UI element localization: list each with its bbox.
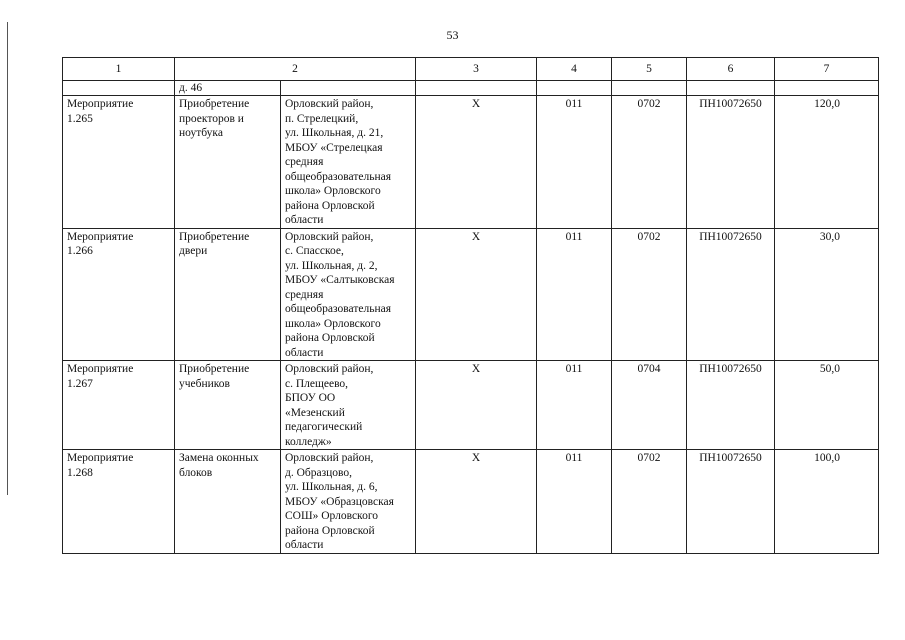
measure-cell	[63, 228, 175, 361]
address-cell-line: МБОУ «Салтыковская	[285, 274, 395, 286]
amount-cell: 50,0	[775, 361, 879, 450]
address-cell-line: школа» Орловского	[285, 317, 381, 330]
col5-cell: 0704	[612, 361, 687, 450]
address-cell-line: средняя	[285, 288, 324, 301]
address-cell-line: района Орловской	[285, 524, 375, 537]
code-cell: ПН10072650	[687, 361, 775, 450]
address-cell-line: общеобразовательная	[285, 170, 391, 183]
measure-cell-line: 1.268	[67, 466, 93, 479]
col4-cell: 011	[537, 450, 612, 554]
measure-cell-line: Мероприятие	[67, 230, 134, 243]
address-cell-line: ул. Школьная, д. 2,	[285, 259, 378, 272]
address-cell-line: Орловский район,	[285, 452, 374, 464]
address-cell-line: «Мезенский	[285, 406, 345, 419]
col3-cell: Х	[416, 228, 537, 361]
name-cell-line: блоков	[179, 466, 213, 479]
address-cell-line: области	[285, 214, 324, 226]
col3-cell: Х	[416, 450, 537, 554]
address-cell-line: с. Плещеево,	[285, 377, 349, 390]
address-cell-line: ул. Школьная, д. 21,	[285, 127, 384, 139]
table-row	[63, 96, 879, 229]
col3-cell: Х	[416, 96, 537, 229]
page-number: 53	[446, 28, 459, 42]
col5-cell: 0702	[612, 96, 687, 229]
continuation-address: д. 46	[175, 81, 281, 96]
address-cell-line: МБОУ «Стрелецкая	[285, 141, 383, 154]
address-cell-line: СОШ» Орловского	[285, 510, 378, 522]
table-header-row	[63, 58, 879, 81]
measure-cell	[63, 361, 175, 450]
address-cell-line: колледж»	[285, 435, 332, 448]
measure-cell-line: 1.267	[67, 377, 93, 390]
table-row	[63, 361, 879, 450]
address-cell	[281, 96, 416, 229]
name-cell-line: Приобретение	[179, 98, 250, 110]
header-col-6: 6	[687, 58, 775, 81]
name-cell	[175, 96, 281, 229]
address-cell-line: Орловский район,	[285, 363, 374, 375]
header-col-3: 3	[416, 58, 537, 81]
table-row	[63, 228, 879, 361]
name-cell-line: ноутбука	[179, 127, 223, 139]
name-cell	[175, 361, 281, 450]
table-row	[63, 450, 879, 554]
header-col-1: 1	[63, 58, 175, 81]
name-cell-line: Приобретение	[179, 363, 250, 375]
col5-cell: 0702	[612, 450, 687, 554]
header-col-5: 5	[612, 58, 687, 81]
address-cell-line: п. Стрелецкий,	[285, 112, 359, 125]
address-cell	[281, 361, 416, 450]
budget-table	[62, 57, 879, 554]
name-cell-line: Приобретение	[179, 230, 250, 243]
amount-cell: 120,0	[775, 96, 879, 229]
address-cell	[281, 450, 416, 554]
header-col-4: 4	[537, 58, 612, 81]
name-cell-line: учебников	[179, 377, 230, 390]
address-cell-line: области	[285, 346, 324, 359]
address-cell-line: ул. Школьная, д. 6,	[285, 481, 378, 493]
measure-cell-line: 1.265	[67, 112, 93, 125]
col3-cell: Х	[416, 361, 537, 450]
measure-cell-line: Мероприятие	[67, 98, 134, 110]
address-cell-line: района Орловской	[285, 332, 375, 344]
col5-cell: 0702	[612, 228, 687, 361]
name-cell-line: Замена оконных	[179, 452, 259, 464]
header-col-2: 2	[175, 58, 416, 81]
measure-cell-line: Мероприятие	[67, 363, 134, 375]
name-cell-line: проекторов и	[179, 112, 244, 125]
measure-cell	[63, 96, 175, 229]
name-cell-line: двери	[179, 245, 208, 257]
address-cell-line: школа» Орловского	[285, 185, 381, 197]
address-cell-line: средняя	[285, 156, 324, 168]
code-cell: ПН10072650	[687, 228, 775, 361]
col4-cell: 011	[537, 228, 612, 361]
name-cell	[175, 450, 281, 554]
address-cell-line: д. Образцово,	[285, 466, 353, 479]
measure-cell	[63, 450, 175, 554]
address-cell-line: района Орловской	[285, 199, 375, 212]
address-cell-line: педагогический	[285, 421, 363, 433]
col4-cell: 011	[537, 361, 612, 450]
address-cell	[281, 228, 416, 361]
code-cell: ПН10072650	[687, 96, 775, 229]
measure-cell-line: 1.266	[67, 245, 93, 257]
amount-cell: 30,0	[775, 228, 879, 361]
address-cell-line: общеобразовательная	[285, 303, 391, 315]
measure-cell-line: Мероприятие	[67, 452, 134, 464]
address-cell-line: Орловский район,	[285, 98, 374, 110]
address-cell-line: с. Спасское,	[285, 245, 344, 257]
header-col-7: 7	[775, 58, 879, 81]
amount-cell: 100,0	[775, 450, 879, 554]
address-cell-line: Орловский район,	[285, 230, 374, 243]
address-cell-line: БПОУ ОО	[285, 392, 336, 404]
code-cell: ПН10072650	[687, 450, 775, 554]
address-cell-line: МБОУ «Образцовская	[285, 495, 394, 508]
name-cell	[175, 228, 281, 361]
binding-margin-line	[7, 22, 8, 495]
continuation-row	[63, 81, 879, 96]
col4-cell: 011	[537, 96, 612, 229]
address-cell-line: области	[285, 539, 324, 551]
